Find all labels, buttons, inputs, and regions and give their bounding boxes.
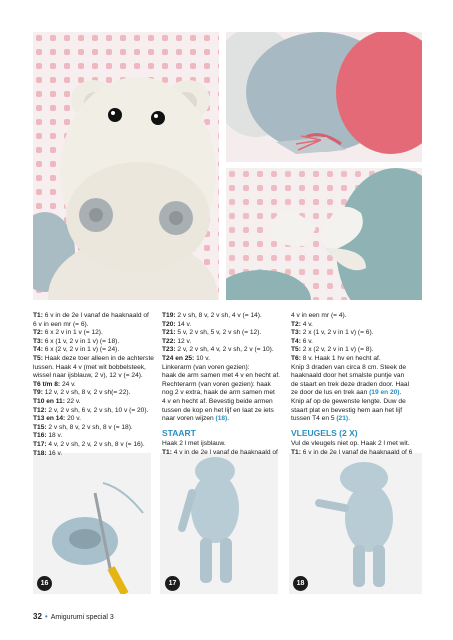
instruction-text: 5 v, 2 v sh, 5 v, 2 v sh (= 12). xyxy=(175,329,262,337)
instruction-line xyxy=(33,355,155,364)
instruction-text: ze door de lus en trek aan xyxy=(291,389,370,397)
instruction-line xyxy=(33,424,155,433)
instruction-line xyxy=(33,364,155,373)
instruction-line xyxy=(162,381,284,390)
instruction-line xyxy=(33,389,155,398)
instruction-text: 2 v sh, 8 v, 2 v sh, 8 v (= 18). xyxy=(46,423,133,431)
instruction-text: lussen. Haak 4 v (met wit bobbelsteek, xyxy=(33,363,146,371)
instruction-text: naar voren wijzen xyxy=(162,415,216,423)
instruction-text: 6 x (1 v, 2 v in 1 v) (= 18). xyxy=(42,337,120,345)
round-label: T6 t/m 8: xyxy=(33,380,61,388)
instruction-line xyxy=(291,407,422,416)
instruction-line xyxy=(291,372,422,381)
instruction-line xyxy=(291,346,422,355)
page-number: 32 xyxy=(33,612,42,621)
round-label: T1: xyxy=(162,448,172,456)
round-label: T4: xyxy=(291,337,301,345)
instruction-line xyxy=(291,389,422,398)
instruction-text: haaknaald door het smalste puntje van xyxy=(291,372,405,380)
instruction-line xyxy=(162,398,284,407)
instruction-text: 22 v. xyxy=(64,397,81,405)
hippo-face-photo xyxy=(33,32,219,300)
step-reference: (21) xyxy=(336,415,349,423)
step-18-photo xyxy=(289,453,422,594)
round-label: T2: xyxy=(291,320,301,328)
instruction-line xyxy=(291,355,422,364)
section-title: STAART xyxy=(162,427,196,438)
round-label: T10 en 11: xyxy=(33,397,65,405)
instruction-line xyxy=(291,321,422,330)
step-badge-18: 18 xyxy=(293,576,308,591)
step-badge-17: 17 xyxy=(165,576,180,591)
instruction-text: haak de arm samen met 4 v en hecht af. xyxy=(162,372,281,380)
instruction-text: 18 v. xyxy=(46,432,63,440)
magazine-title: Amigurumi special 3 xyxy=(50,614,114,621)
round-label: T12: xyxy=(33,406,47,414)
instruction-text: 4 v en hecht af. Bevestig beide armen xyxy=(162,397,273,405)
round-label: T16: xyxy=(33,432,47,440)
instruction-line xyxy=(33,450,155,459)
instruction-text: 6 x 2 v in 1 v (= 12). xyxy=(42,329,103,337)
instruction-text: 6 v in de 2e l vanaf de haaknaald of 6 xyxy=(300,448,413,456)
instructions-column-3 xyxy=(291,312,422,458)
instruction-line xyxy=(291,381,422,390)
instruction-line xyxy=(33,372,155,381)
instruction-line xyxy=(162,364,284,373)
instruction-text: 6 v in de 2e l vanaf de haaknaald of xyxy=(42,312,149,319)
instruction-text: 2 x (2 v, 2 v in 1 v) (= 8). xyxy=(300,346,374,354)
instruction-text: Haak 2 l met ijsblauw. xyxy=(162,440,226,448)
instruction-text: 14 v. xyxy=(175,320,192,328)
round-label: T20: xyxy=(162,320,176,328)
instruction-text: Haak deze toer alleen in de achterste xyxy=(42,354,154,362)
instruction-line xyxy=(33,407,155,416)
instruction-text: 12 v. xyxy=(175,337,192,345)
round-label: T24 en 25: xyxy=(162,354,195,362)
instruction-text-end: . xyxy=(399,389,402,397)
instruction-line xyxy=(162,407,284,416)
instructions-column-2 xyxy=(162,312,284,458)
instructions-column-1 xyxy=(33,312,155,458)
instruction-text: 12 v, 2 v sh, 8 v, 2 v sh(= 22). xyxy=(42,389,131,397)
step-badge-16: 16 xyxy=(37,576,52,591)
section-title: VLEUGELS (2 X) xyxy=(291,427,358,438)
instruction-text: 2 v, 2 v sh, 4 v, 2 v sh, 2 v (= 10). xyxy=(175,346,274,354)
instruction-line xyxy=(291,338,422,347)
instruction-line xyxy=(162,312,284,321)
footer-bullet: • xyxy=(44,612,48,621)
instruction-text: 24 v. xyxy=(60,380,76,388)
round-label: T18: xyxy=(33,449,47,457)
instruction-text: tussen T4 en 5 xyxy=(291,415,337,423)
step-16-photo xyxy=(33,453,151,594)
instruction-text: de staart en trek deze draden door. Haal xyxy=(291,380,410,388)
instruction-line xyxy=(33,381,155,390)
round-label: T13 en 14: xyxy=(33,415,66,423)
instruction-text: 6 v in een mr (= 6). xyxy=(33,320,89,328)
instruction-text: Vul de vleugels niet op. Haak 2 l met wit. xyxy=(291,440,410,448)
instruction-line xyxy=(162,449,284,458)
instruction-text: 4 v in de 2e l vanaf de haaknaald of xyxy=(171,448,278,456)
instruction-line xyxy=(33,441,155,450)
instruction-text: 16 v. xyxy=(46,449,63,457)
instruction-line xyxy=(291,398,422,407)
instruction-line xyxy=(291,449,422,458)
instruction-text: tussen de kop en het lijf en laat ze iets xyxy=(162,406,274,414)
hippo-wing-photo xyxy=(226,168,422,300)
instruction-line xyxy=(291,415,422,424)
round-label: T2: xyxy=(33,329,43,337)
step-17-photo xyxy=(160,453,278,594)
round-label: T3: xyxy=(291,329,301,337)
hippo-tail-photo xyxy=(226,32,422,162)
instruction-text: 2 x (1 v, 2 v in 1 v) (= 6). xyxy=(300,329,374,337)
instruction-line xyxy=(162,321,284,330)
round-label: T19: xyxy=(162,312,176,319)
instruction-line xyxy=(33,312,155,321)
instruction-text: 6 v. xyxy=(300,337,313,345)
instruction-line xyxy=(162,389,284,398)
round-label: T5: xyxy=(291,346,301,354)
step-reference: (19 en 20) xyxy=(369,389,400,397)
instruction-text: Rechterarm (van voren gezien): haak xyxy=(162,380,271,388)
instruction-line xyxy=(33,415,155,424)
round-label: T5: xyxy=(33,354,43,362)
instruction-line xyxy=(291,312,422,321)
instruction-line xyxy=(162,355,284,364)
round-label: T1: xyxy=(291,448,301,456)
instruction-text: 4 v in een mr (= 4). xyxy=(291,312,347,319)
instruction-text: Linkerarm (van voren gezien): xyxy=(162,363,250,371)
instruction-line xyxy=(162,440,284,449)
instruction-text: 10 v. xyxy=(194,354,210,362)
instruction-line xyxy=(33,346,155,355)
instruction-line xyxy=(33,321,155,330)
instruction-line xyxy=(162,415,284,424)
round-label: T9: xyxy=(33,389,43,397)
round-label: T1: xyxy=(33,312,43,319)
step-reference: (18) xyxy=(215,415,228,423)
instruction-text: wissel naar ijsblauw, 2 v), 12 v (= 24). xyxy=(33,372,143,380)
instruction-text: 4 v. xyxy=(300,320,313,328)
round-label: T22: xyxy=(162,337,176,345)
instruction-line xyxy=(33,338,155,347)
instruction-text: 20 v. xyxy=(65,415,81,423)
instruction-text: staart plat en bevestig hem aan het lijf xyxy=(291,406,403,414)
instruction-line xyxy=(33,398,155,407)
round-label: T21: xyxy=(162,329,176,337)
instruction-text-end: . xyxy=(348,415,350,423)
instruction-text: 6 x (2 v, 2 v in 1 v) (= 24). xyxy=(42,346,120,354)
round-label: T4: xyxy=(33,346,43,354)
instruction-line xyxy=(291,440,422,449)
round-label: T15: xyxy=(33,423,47,431)
instruction-text: Knip 3 draden van circa 8 cm. Steek de xyxy=(291,363,407,371)
instruction-line xyxy=(162,372,284,381)
page-footer xyxy=(33,612,114,621)
instruction-line xyxy=(291,329,422,338)
instruction-text: Knip af op de gewenste lengte. Duw de xyxy=(291,397,406,405)
instruction-line xyxy=(291,364,422,373)
round-label: T6: xyxy=(291,354,301,362)
instruction-line xyxy=(162,329,284,338)
instruction-text: 2 v sh, 8 v, 2 v sh, 4 v (= 14). xyxy=(175,312,262,319)
instruction-line xyxy=(162,346,284,355)
round-label: T17: xyxy=(33,440,47,448)
instruction-text-end: . xyxy=(227,415,230,423)
instruction-text: 8 v. Haak 1 hv en hecht af. xyxy=(300,354,381,362)
instruction-text: 2 v, 2 v sh, 6 v, 2 v sh, 10 v (= 20). xyxy=(46,406,149,414)
instruction-line xyxy=(33,329,155,338)
instruction-text: nog 2 v extra, haak de arm samen met xyxy=(162,389,275,397)
instruction-line xyxy=(33,432,155,441)
instruction-line xyxy=(162,338,284,347)
instruction-text: 4 v, 2 v sh, 2 v, 2 v sh, 8 v (= 16). xyxy=(46,440,145,448)
round-label: T3: xyxy=(33,337,43,345)
round-label: T23: xyxy=(162,346,176,354)
